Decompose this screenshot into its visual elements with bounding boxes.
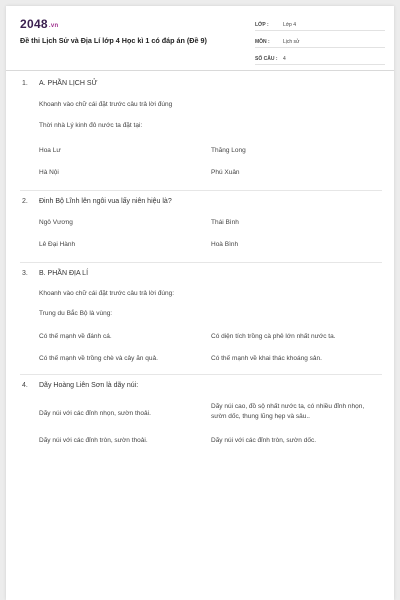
answer-option[interactable]: Dãy núi cao, đồ sộ nhất nước ta, có nhiều đỉnh nhọn, sườn dốc, thung lũng hẹp và sâu.. xyxy=(211,403,365,420)
question-prompt: Trung du Bắc Bộ là vùng: xyxy=(39,310,113,317)
exam-meta xyxy=(255,16,385,67)
question-prompt: Thời nhà Lý kinh đô nước ta đặt tại: xyxy=(39,122,143,129)
exam-sheet xyxy=(6,6,394,600)
meta-label: SỐ CÂU : xyxy=(255,56,278,62)
meta-row-count xyxy=(255,50,385,65)
question-number: 2. xyxy=(22,198,28,205)
meta-row-class xyxy=(255,16,385,31)
answer-option[interactable]: Thái Bình xyxy=(211,219,239,226)
answer-option[interactable]: Hoà Bình xyxy=(211,241,239,248)
question-number: 3. xyxy=(22,270,28,277)
question-number: 4. xyxy=(22,382,28,389)
meta-value: 4 xyxy=(283,56,286,62)
meta-value: Lớp 4 xyxy=(283,22,297,28)
answer-option[interactable]: Có diện tích trồng cà phê lớn nhất nước ta. xyxy=(211,333,336,340)
meta-label: LỚP : xyxy=(255,22,269,28)
question-divider xyxy=(20,262,382,263)
site-logo[interactable] xyxy=(20,17,58,31)
question-divider xyxy=(20,190,382,191)
meta-row-subject xyxy=(255,33,385,48)
answer-option[interactable]: Lê Đại Hành xyxy=(39,241,76,248)
answer-option[interactable]: Dãy núi với các đỉnh tròn, sườn thoải. xyxy=(39,437,148,444)
answer-option[interactable]: Có thế mạnh về đánh cá. xyxy=(39,333,112,340)
answer-option[interactable]: Thăng Long xyxy=(211,147,246,154)
question-title: A. PHẦN LỊCH SỬ xyxy=(39,80,98,87)
question-instruction: Khoanh vào chữ cái đặt trước câu trả lời đúng xyxy=(39,101,173,108)
exam-title: Đề thi Lịch Sử và Địa Lí lớp 4 Học kì 1 có đáp án (Đề 9) xyxy=(20,36,207,45)
question-instruction: Khoanh vào chữ cái đặt trước câu trả lời đúng: xyxy=(39,290,175,297)
logo-main: 2048 xyxy=(20,17,48,31)
exam-header xyxy=(6,6,394,71)
answer-option[interactable]: Dãy núi với các đỉnh nhọn, sườn thoải. xyxy=(39,410,151,417)
question-title: B. PHẦN ĐỊA LÍ xyxy=(39,270,89,277)
answer-option[interactable]: Ngô Vương xyxy=(39,219,73,226)
answer-option[interactable]: Hoa Lư xyxy=(39,147,61,154)
answer-option[interactable]: Có thế mạnh về trồng chè và cây ăn quả. xyxy=(39,355,158,362)
answer-option[interactable]: Dãy núi với các đỉnh tròn, sườn dốc. xyxy=(211,437,317,444)
meta-value: Lịch sử xyxy=(283,39,300,45)
answer-option[interactable]: Phú Xuân xyxy=(211,169,240,176)
question-divider xyxy=(20,374,382,375)
logo-sub: .vn xyxy=(48,23,59,29)
answer-option[interactable]: Có thế mạnh về khai thác khoáng sản. xyxy=(211,355,322,362)
answer-option[interactable]: Hà Nội xyxy=(39,169,59,176)
question-number: 1. xyxy=(22,80,28,87)
question-title: Đinh Bộ Lĩnh lên ngôi vua lấy niên hiệu là? xyxy=(39,198,172,205)
meta-label: MÔN : xyxy=(255,39,270,45)
question-title: Dãy Hoàng Liên Sơn là dãy núi: xyxy=(39,382,139,389)
